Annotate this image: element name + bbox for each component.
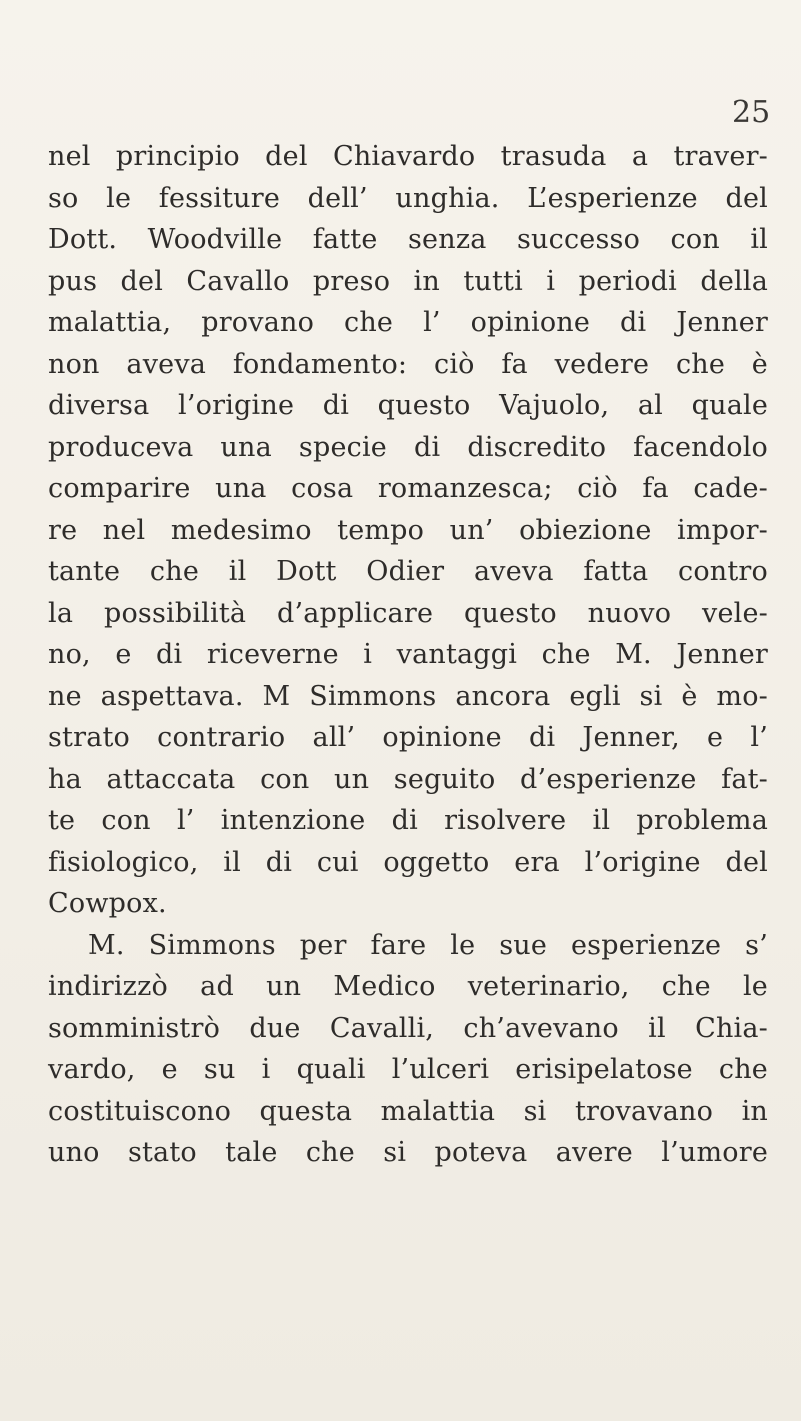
text-line: la possibilità d’applicare questo nuovo vele- (48, 597, 768, 629)
text-line: no, e di riceverne i vantaggi che M. Jenner (48, 639, 768, 670)
text-line: Dott. Woodville fatte senza successo con il (48, 224, 768, 255)
text-line: non aveva fondamento: ciò fa vedere che è (48, 348, 768, 380)
text-line: diversa l’origine di questo Vajuolo, al quale (48, 390, 768, 421)
text-line: M. Simmons per fare le sue esperienze s’ (88, 929, 768, 961)
text-line: Cowpox. (48, 888, 167, 919)
body-text (48, 136, 768, 1174)
text-line: somministrò due Cavalli, ch’avevano il Chia- (48, 1012, 768, 1044)
text-line: comparire una cosa romanzesca; ciò fa cade- (48, 473, 768, 504)
text-line: ne aspettava. M Simmons ancora egli si è mo- (48, 680, 768, 712)
text-line: strato contrario all’ opinione di Jenner, e l’ (48, 722, 768, 753)
text-line: nel principio del Chiavardo trasuda a traver- (48, 141, 768, 172)
text-line: fisiologico, il di cui oggetto era l’origine del (48, 846, 768, 878)
text-line: vardo, e su i quali l’ulceri erisipelatose che (48, 1054, 768, 1085)
text-line: malattia, provano che l’ opinione di Jenner (48, 307, 768, 338)
text-line: ha attaccata con un seguito d’esperienze fat- (48, 763, 768, 795)
text-line: uno stato tale che si poteva avere l’umore (48, 1137, 768, 1168)
text-line: costituiscono questa malattia si trovavano in (48, 1095, 768, 1127)
text-line: so le fessiture dell’ unghia. L’esperienze del (48, 182, 768, 214)
page-number: 25 (732, 95, 771, 130)
text-line: tante che il Dott Odier aveva fatta contro (48, 556, 768, 587)
text-line: te con l’ intenzione di risolvere il problema (48, 805, 768, 836)
text-line: pus del Cavallo preso in tutti i periodi della (48, 265, 768, 297)
text-line: produceva una specie di discredito facendolo (48, 431, 768, 463)
text-line: indirizzò ad un Medico veterinario, che le (48, 971, 768, 1002)
text-line: re nel medesimo tempo un’ obiezione impor- (48, 514, 768, 546)
